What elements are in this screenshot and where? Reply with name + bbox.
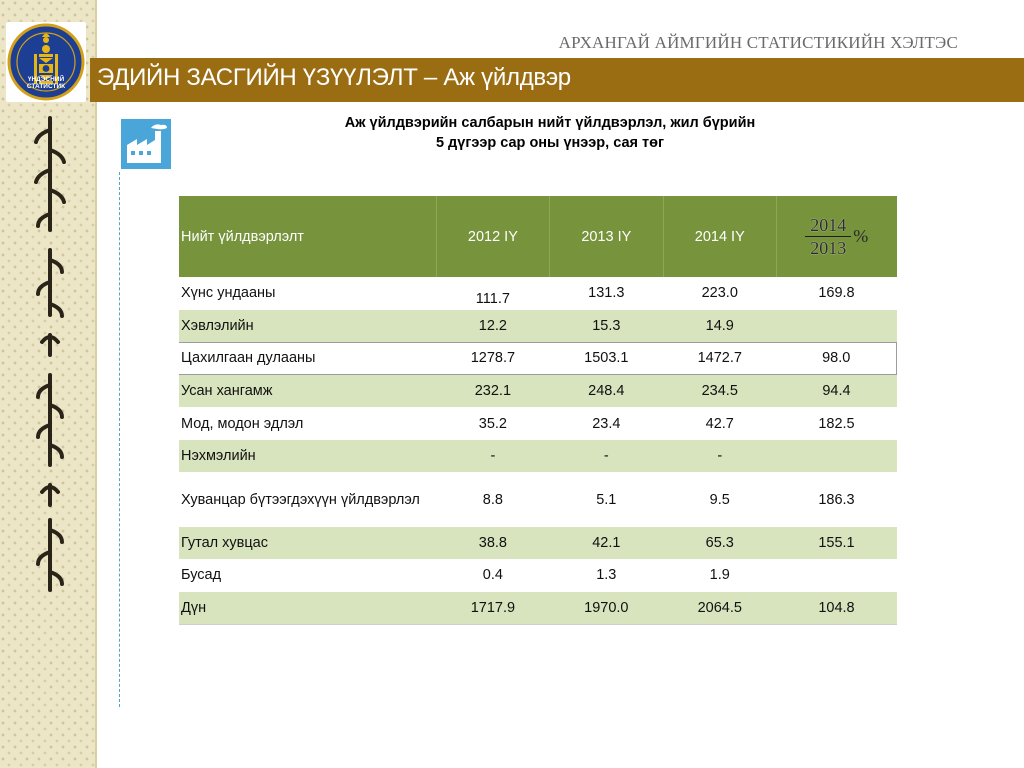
table-row <box>179 407 897 440</box>
table-row <box>179 277 897 310</box>
table-header-row <box>179 196 897 277</box>
soyombo-emblem-icon <box>6 22 86 102</box>
fraction-bar <box>805 236 851 237</box>
cell-2013: 248.4 <box>550 375 663 408</box>
cell-2013: 1970.0 <box>550 592 663 625</box>
row-name: Нэхмэлийн <box>179 440 436 473</box>
cell-2013: 5.1 <box>550 473 663 527</box>
header-2012: 2012 IY <box>436 196 549 277</box>
cell-2014: 42.7 <box>663 407 776 440</box>
row-name: Дүн <box>179 592 436 625</box>
cell-2014: 1472.7 <box>663 342 776 375</box>
header-2014: 2014 IY <box>663 196 776 277</box>
table-title-line2: 5 дүгээр сар оны үнээр, сая төг <box>435 135 665 151</box>
cell-2012: 1278.7 <box>436 342 549 375</box>
table-row <box>179 310 897 343</box>
cell-percent: 104.8 <box>776 592 896 625</box>
row-name: Хуванцар бүтээгдэхүүн үйлдвэрлэл <box>179 473 436 527</box>
row-name: Бусад <box>179 559 436 592</box>
cell-percent <box>776 559 896 592</box>
header-ratio <box>776 196 896 277</box>
cell-2014: 234.5 <box>663 375 776 408</box>
cell-percent: 94.4 <box>776 375 896 408</box>
table-row <box>179 559 897 592</box>
header-name: Нийт үйлдвэрлэлт <box>179 196 436 277</box>
cell-2014: 65.3 <box>663 527 776 560</box>
cell-percent: 186.3 <box>776 473 896 527</box>
cell-percent <box>776 310 896 343</box>
cell-2013: - <box>550 440 663 473</box>
table-row <box>179 375 897 408</box>
row-name: Хэвлэлийн <box>179 310 436 343</box>
ratio-denominator: 2013 <box>810 238 847 258</box>
cell-2013: 15.3 <box>550 310 663 343</box>
cell-2013: 42.1 <box>550 527 663 560</box>
cell-2014: 14.9 <box>663 310 776 343</box>
cell-2012: 38.8 <box>436 527 549 560</box>
header-2013: 2013 IY <box>550 196 663 277</box>
cell-percent: 169.8 <box>776 277 896 310</box>
factory-icon <box>121 119 171 169</box>
cell-2014: 223.0 <box>663 277 776 310</box>
mongolian-script-decoration <box>28 110 72 600</box>
ratio-numerator: 2014 <box>810 215 847 235</box>
row-name: Мод, модон эдлэл <box>179 407 436 440</box>
row-name: Усан хангамж <box>179 375 436 408</box>
cell-percent: 155.1 <box>776 527 896 560</box>
organization-name: АРХАНГАЙ АЙМГИЙН СТАТИСТИКИЙН ХЭЛТЭС <box>558 33 958 52</box>
table-row <box>179 527 897 560</box>
table-title <box>240 113 860 153</box>
cell-2014: - <box>663 440 776 473</box>
cell-2012: 35.2 <box>436 407 549 440</box>
cell-2013: 131.3 <box>550 277 663 310</box>
page-title: ЭДИЙН ЗАСГИЙН ҮЗҮҮЛЭЛТ – Аж үйлдвэр <box>97 64 571 91</box>
cell-2012: 111.7 <box>475 291 510 308</box>
table-row <box>179 592 897 625</box>
row-name: Гутал хувцас <box>179 527 436 560</box>
cell-2013: 23.4 <box>550 407 663 440</box>
cell-percent: 98.0 <box>776 342 896 375</box>
logo-text-line1: ҮНДЭСНИЙ <box>27 76 65 83</box>
cell-2012: 12.2 <box>436 310 549 343</box>
cell-2012: 232.1 <box>436 375 549 408</box>
table-row <box>179 473 897 527</box>
industry-output-table <box>179 196 897 625</box>
row-name: Хүнс ундааны <box>179 277 436 310</box>
cell-percent: 182.5 <box>776 407 896 440</box>
table-title-line1: Аж үйлдвэрийн салбарын нийт үйлдвэрлэл, жил бүрийн <box>344 115 756 131</box>
ratio-percent-sign: % <box>853 226 869 246</box>
cell-2012: 8.8 <box>436 473 549 527</box>
logo-caption <box>6 76 86 90</box>
logo-text-line2: СТАТИСТИК <box>26 83 66 90</box>
ratio-formula <box>805 215 868 258</box>
cell-2012: 0.4 <box>436 559 549 592</box>
cell-2013: 1.3 <box>550 559 663 592</box>
cell-percent <box>776 440 896 473</box>
cell-2014: 1.9 <box>663 559 776 592</box>
table-row <box>179 342 897 375</box>
cell-2014: 2064.5 <box>663 592 776 625</box>
cell-2013: 1503.1 <box>550 342 663 375</box>
logo <box>6 22 86 102</box>
row-name: Цахилгаан дулааны <box>179 342 436 375</box>
table-row <box>179 440 897 473</box>
cell-2014: 9.5 <box>663 473 776 527</box>
vertical-divider <box>119 172 120 707</box>
cell-2012: 1717.9 <box>436 592 549 625</box>
cell-2012: - <box>436 440 549 473</box>
